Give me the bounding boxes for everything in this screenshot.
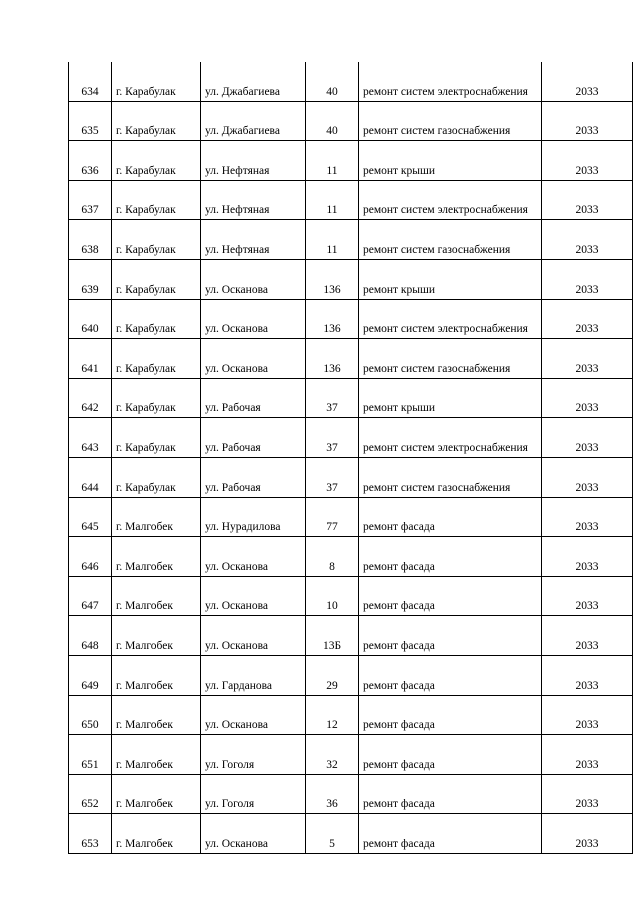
table-row (69, 695, 633, 735)
repair-schedule-table (68, 62, 633, 854)
street-cell: ул. Осканова (201, 695, 306, 735)
street-cell: ул. Гоголя (201, 735, 306, 775)
table-row (69, 62, 633, 101)
year-cell: 2033 (542, 180, 633, 220)
table-row (69, 774, 633, 814)
row-number-cell: 653 (69, 814, 112, 854)
street-cell: ул. Нурадилова (201, 497, 306, 537)
year-cell: 2033 (542, 62, 633, 101)
table-row (69, 537, 633, 577)
house-number-cell: 136 (306, 299, 359, 339)
year-cell: 2033 (542, 774, 633, 814)
row-number-cell: 646 (69, 537, 112, 577)
street-cell: ул. Осканова (201, 576, 306, 616)
street-cell: ул. Осканова (201, 537, 306, 577)
work-type-cell: ремонт систем газоснабжения (359, 101, 542, 141)
year-cell: 2033 (542, 735, 633, 775)
row-number-cell: 649 (69, 655, 112, 695)
year-cell: 2033 (542, 695, 633, 735)
work-type-cell: ремонт крыши (359, 378, 542, 418)
table-row (69, 576, 633, 616)
city-cell: г. Карабулак (112, 299, 201, 339)
row-number-cell: 645 (69, 497, 112, 537)
row-number-cell: 650 (69, 695, 112, 735)
city-cell: г. Малгобек (112, 616, 201, 656)
city-cell: г. Малгобек (112, 655, 201, 695)
city-cell: г. Карабулак (112, 141, 201, 181)
table-row (69, 180, 633, 220)
year-cell: 2033 (542, 616, 633, 656)
house-number-cell: 136 (306, 339, 359, 379)
house-number-cell: 37 (306, 378, 359, 418)
work-type-cell: ремонт систем электроснабжения (359, 299, 542, 339)
house-number-cell: 40 (306, 101, 359, 141)
work-type-cell: ремонт фасада (359, 695, 542, 735)
row-number-cell: 639 (69, 259, 112, 299)
work-type-cell: ремонт фасада (359, 735, 542, 775)
row-number-cell: 637 (69, 180, 112, 220)
table-row (69, 655, 633, 695)
street-cell: ул. Рабочая (201, 378, 306, 418)
row-number-cell: 636 (69, 141, 112, 181)
row-number-cell: 644 (69, 457, 112, 497)
street-cell: ул. Гарданова (201, 655, 306, 695)
table-row (69, 101, 633, 141)
work-type-cell: ремонт систем газоснабжения (359, 220, 542, 260)
city-cell: г. Карабулак (112, 180, 201, 220)
street-cell: ул. Осканова (201, 814, 306, 854)
work-type-cell: ремонт фасада (359, 655, 542, 695)
house-number-cell: 29 (306, 655, 359, 695)
city-cell: г. Карабулак (112, 418, 201, 458)
street-cell: ул. Рабочая (201, 418, 306, 458)
street-cell: ул. Джабагиева (201, 62, 306, 101)
house-number-cell: 10 (306, 576, 359, 616)
city-cell: г. Малгобек (112, 497, 201, 537)
row-number-cell: 643 (69, 418, 112, 458)
house-number-cell: 136 (306, 259, 359, 299)
city-cell: г. Малгобек (112, 735, 201, 775)
city-cell: г. Малгобек (112, 695, 201, 735)
row-number-cell: 647 (69, 576, 112, 616)
work-type-cell: ремонт фасада (359, 814, 542, 854)
work-type-cell: ремонт систем газоснабжения (359, 339, 542, 379)
work-type-cell: ремонт фасада (359, 616, 542, 656)
table-row (69, 299, 633, 339)
table-row (69, 735, 633, 775)
house-number-cell: 11 (306, 180, 359, 220)
street-cell: ул. Рабочая (201, 457, 306, 497)
house-number-cell: 11 (306, 141, 359, 181)
table-row (69, 141, 633, 181)
street-cell: ул. Нефтяная (201, 180, 306, 220)
table-row (69, 457, 633, 497)
street-cell: ул. Нефтяная (201, 141, 306, 181)
house-number-cell: 37 (306, 418, 359, 458)
work-type-cell: ремонт фасада (359, 576, 542, 616)
city-cell: г. Карабулак (112, 220, 201, 260)
year-cell: 2033 (542, 299, 633, 339)
table-row (69, 259, 633, 299)
city-cell: г. Карабулак (112, 259, 201, 299)
work-type-cell: ремонт фасада (359, 537, 542, 577)
year-cell: 2033 (542, 576, 633, 616)
year-cell: 2033 (542, 339, 633, 379)
street-cell: ул. Нефтяная (201, 220, 306, 260)
house-number-cell: 5 (306, 814, 359, 854)
work-type-cell: ремонт систем электроснабжения (359, 418, 542, 458)
year-cell: 2033 (542, 655, 633, 695)
year-cell: 2033 (542, 220, 633, 260)
city-cell: г. Карабулак (112, 101, 201, 141)
year-cell: 2033 (542, 457, 633, 497)
row-number-cell: 648 (69, 616, 112, 656)
city-cell: г. Малгобек (112, 814, 201, 854)
row-number-cell: 641 (69, 339, 112, 379)
year-cell: 2033 (542, 497, 633, 537)
row-number-cell: 652 (69, 774, 112, 814)
street-cell: ул. Осканова (201, 299, 306, 339)
house-number-cell: 77 (306, 497, 359, 537)
work-type-cell: ремонт крыши (359, 141, 542, 181)
work-type-cell: ремонт систем электроснабжения (359, 62, 542, 101)
city-cell: г. Малгобек (112, 537, 201, 577)
work-type-cell: ремонт крыши (359, 259, 542, 299)
street-cell: ул. Осканова (201, 259, 306, 299)
house-number-cell: 37 (306, 457, 359, 497)
work-type-cell: ремонт систем газоснабжения (359, 457, 542, 497)
year-cell: 2033 (542, 378, 633, 418)
table-row (69, 220, 633, 260)
table-row (69, 497, 633, 537)
table-row (69, 814, 633, 854)
work-type-cell: ремонт систем электроснабжения (359, 180, 542, 220)
house-number-cell: 8 (306, 537, 359, 577)
city-cell: г. Малгобек (112, 576, 201, 616)
city-cell: г. Малгобек (112, 774, 201, 814)
work-type-cell: ремонт фасада (359, 774, 542, 814)
street-cell: ул. Гоголя (201, 774, 306, 814)
house-number-cell: 12 (306, 695, 359, 735)
house-number-cell: 40 (306, 62, 359, 101)
work-type-cell: ремонт фасада (359, 497, 542, 537)
street-cell: ул. Джабагиева (201, 101, 306, 141)
row-number-cell: 634 (69, 62, 112, 101)
row-number-cell: 642 (69, 378, 112, 418)
street-cell: ул. Осканова (201, 339, 306, 379)
city-cell: г. Карабулак (112, 339, 201, 379)
year-cell: 2033 (542, 814, 633, 854)
city-cell: г. Карабулак (112, 457, 201, 497)
table-body (69, 62, 633, 853)
table-row (69, 418, 633, 458)
row-number-cell: 638 (69, 220, 112, 260)
city-cell: г. Карабулак (112, 62, 201, 101)
year-cell: 2033 (542, 418, 633, 458)
street-cell: ул. Осканова (201, 616, 306, 656)
year-cell: 2033 (542, 537, 633, 577)
year-cell: 2033 (542, 101, 633, 141)
year-cell: 2033 (542, 141, 633, 181)
house-number-cell: 11 (306, 220, 359, 260)
house-number-cell: 36 (306, 774, 359, 814)
row-number-cell: 640 (69, 299, 112, 339)
city-cell: г. Карабулак (112, 378, 201, 418)
row-number-cell: 651 (69, 735, 112, 775)
table-row (69, 378, 633, 418)
row-number-cell: 635 (69, 101, 112, 141)
table-row (69, 339, 633, 379)
year-cell: 2033 (542, 259, 633, 299)
house-number-cell: 32 (306, 735, 359, 775)
table-row (69, 616, 633, 656)
house-number-cell: 13Б (306, 616, 359, 656)
